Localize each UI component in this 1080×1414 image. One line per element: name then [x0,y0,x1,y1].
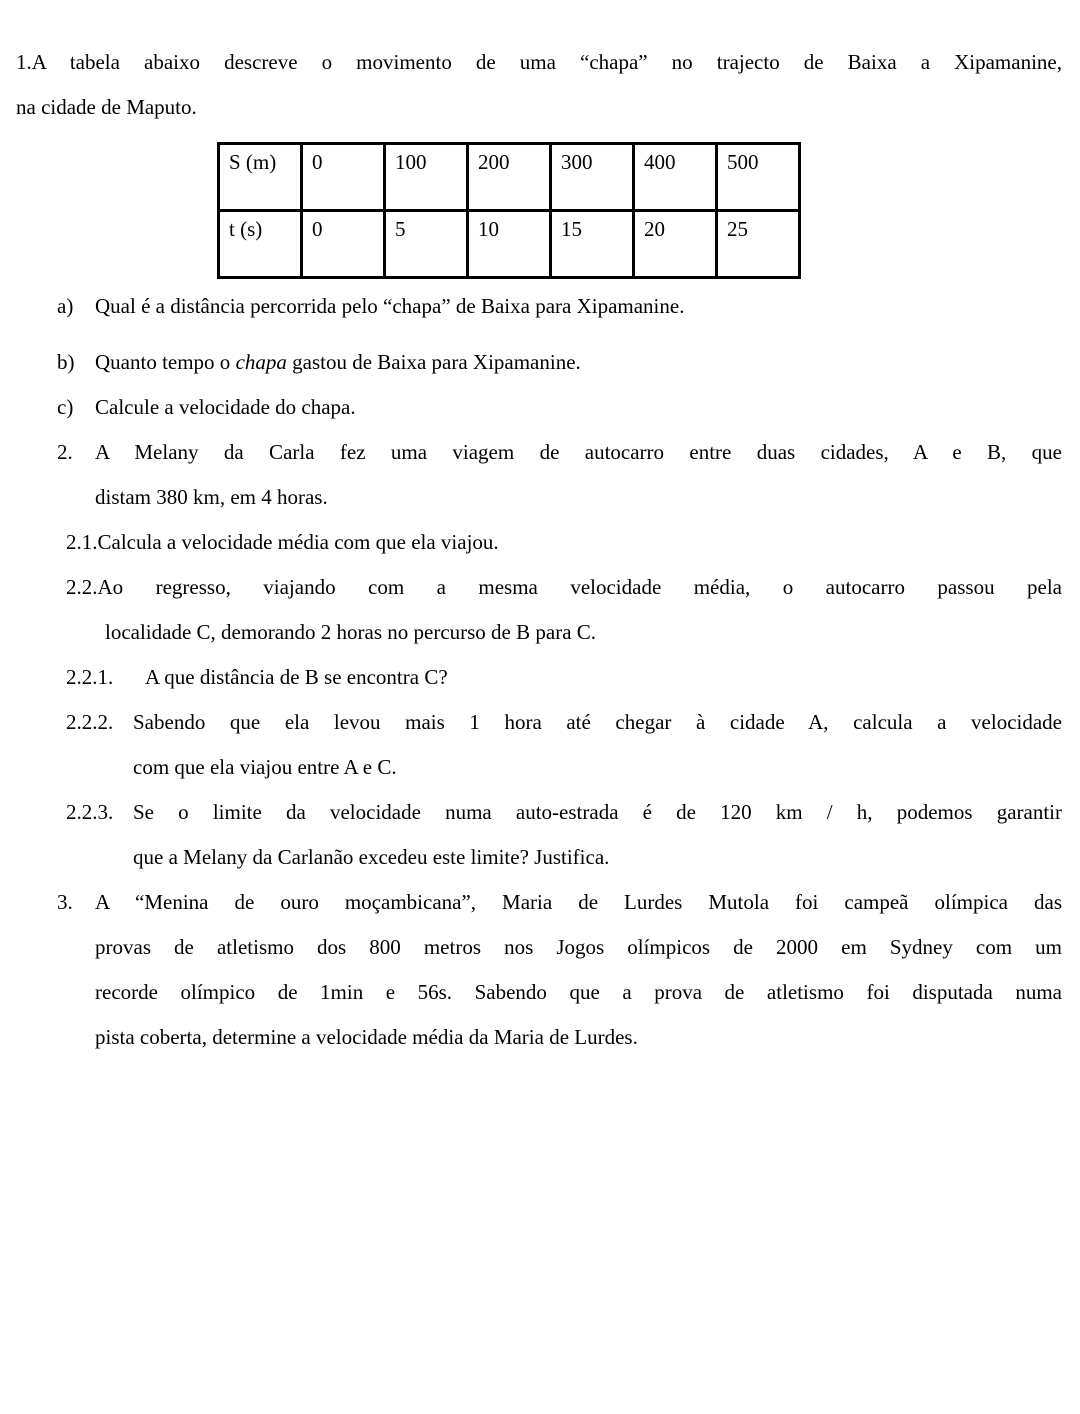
table-cell: 100 [385,144,468,211]
question-2-2-2-line-2: com que ela viajou entre A e C. [133,755,397,779]
question-3-line-1: A “Menina de ouro moçambicana”, Maria de Lurdes Mutola foi campeã olímpica das [95,890,1062,914]
data-table [217,142,801,279]
question-2-2-line-1: 2.2.Ao regresso, viajando com a mesma velocidade média, o autocarro passou pela [66,575,1062,599]
table-cell: 500 [717,144,800,211]
question-2-line-1: A Melany da Carla fez uma viagem de autocarro entre duas cidades, A e B, que [95,440,1062,464]
table-row-time [219,211,800,278]
question-2 [0,430,1080,475]
question-2-2-3-marker: 2.2.3. [66,800,114,824]
table-cell: 0 [302,144,385,211]
question-a [0,284,1080,329]
table-cell: 15 [551,211,634,278]
question-3 [0,880,1080,925]
intro-line-1: 1.A tabela abaixo descreve o movimento de uma “chapa” no trajecto de Baixa a Xipamanine, [16,50,1062,74]
question-2-1: 2.1.Calcula a velocidade média com que ela viajou. [66,530,499,554]
table-cell: 10 [468,211,551,278]
question-b-text-post: gastou de Baixa para Xipamanine. [286,350,581,374]
table-cell: 25 [717,211,800,278]
question-2-2-2 [0,700,1080,745]
table-cell: 300 [551,144,634,211]
table-header-time: t (s) [219,211,302,278]
table-cell: 0 [302,211,385,278]
question-c-text: Calcule a velocidade do chapa. [95,395,356,419]
question-3-line-3: recorde olímpico de 1min e 56s. Sabendo que a prova de atletismo foi disputada numa [95,980,1062,1004]
table-cell: 400 [634,144,717,211]
question-b [0,340,1080,385]
question-3-marker: 3. [57,890,73,914]
question-2-2-2-line-1: Sabendo que ela levou mais 1 hora até chegar à cidade A, calcula a velocidade [133,710,1062,734]
question-2-2-line-2: localidade C, demorando 2 horas no percurso de B para C. [105,620,597,644]
question-2-marker: 2. [57,440,73,464]
question-2-2-2-marker: 2.2.2. [66,710,114,734]
question-b-italic-word: chapa [235,350,287,374]
question-a-marker: a) [57,294,74,318]
question-2-2-1 [0,655,1080,700]
question-3-line-2: provas de atletismo dos 800 metros nos Jogos olímpicos de 2000 em Sydney com um [95,935,1062,959]
table-cell: 200 [468,144,551,211]
question-3-line-4: pista coberta, determine a velocidade média da Maria de Lurdes. [95,1025,638,1049]
question-a-text: Qual é a distância percorrida pelo “chapa” de Baixa para Xipamanine. [95,294,685,318]
question-2-2-1-text: A que distância de B se encontra C? [145,665,448,689]
table-cell: 20 [634,211,717,278]
question-2-2-1-marker: 2.2.1. [66,665,114,689]
table-row-distance [219,144,800,211]
question-b-marker: b) [57,350,75,374]
question-b-text-pre: Quanto tempo o [95,350,236,374]
question-2-2-3 [0,790,1080,835]
table-cell: 5 [385,211,468,278]
question-c [0,385,1080,430]
question-2-2-3-line-1: Se o limite da velocidade numa auto-estrada é de 120 km / h, podemos garantir [133,800,1062,824]
table-header-distance: S (m) [219,144,302,211]
question-2-line-2: distam 380 km, em 4 horas. [95,485,328,509]
question-c-marker: c) [57,395,74,419]
question-2-2-3-line-2: que a Melany da Carlanão excedeu este limite? Justifica. [133,845,610,869]
intro-line-2: na cidade de Maputo. [16,95,197,119]
